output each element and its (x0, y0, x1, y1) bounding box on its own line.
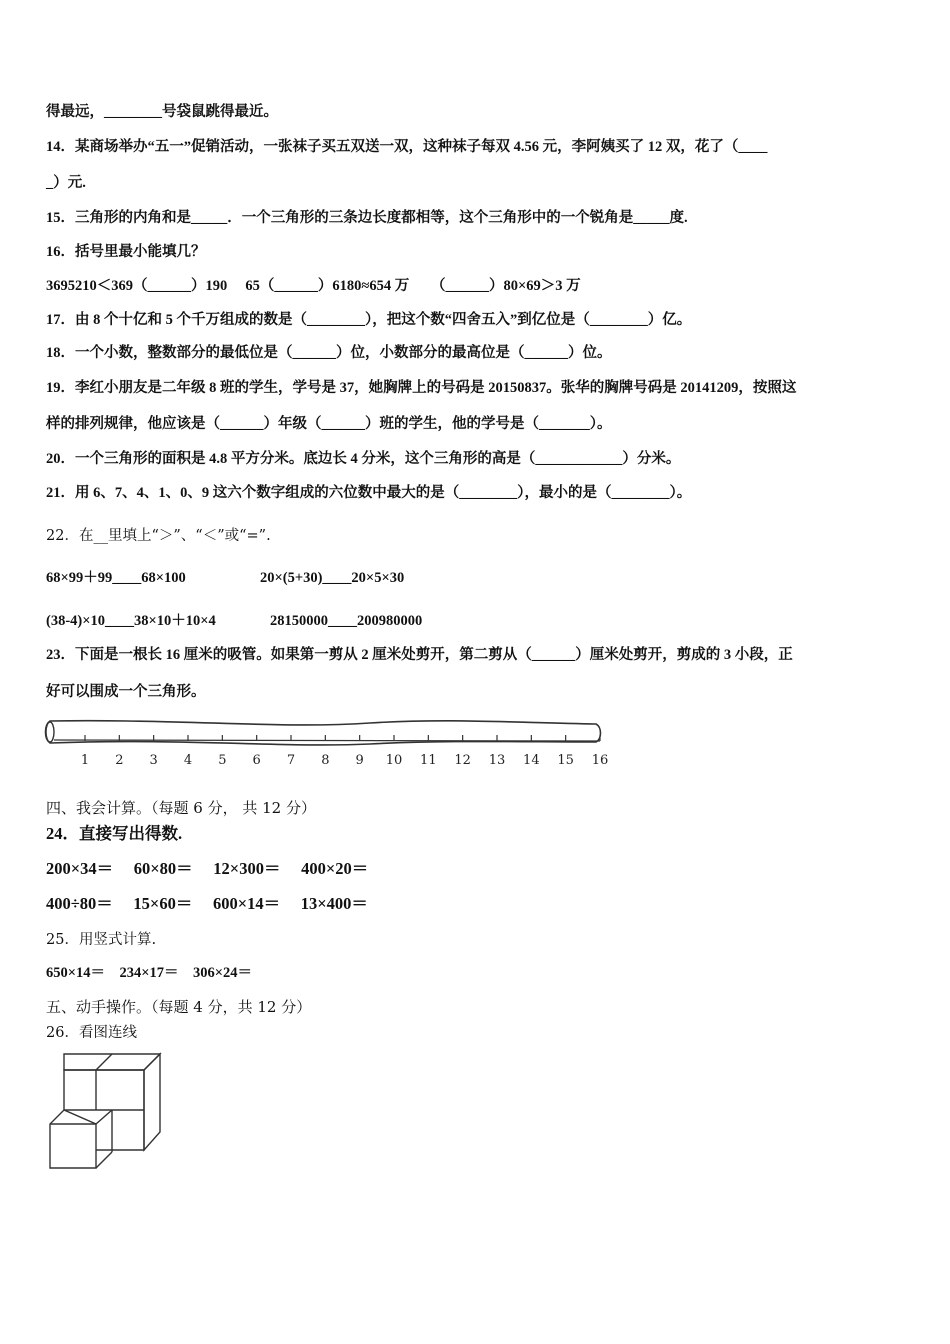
q26-title: 26．看图连线 (46, 1025, 137, 1041)
q15: 15．三角形的内角和是_____．一个三角形的三条边长度都相等，这个三角形中的一个锐角是_____度. (46, 210, 688, 226)
ruler-tick-label: 10 (385, 753, 403, 768)
q14-line1: 14．某商场举办“五一”促销活动，一张袜子买五双送一双，这种袜子每双 4.56 元，李阿姨买了 12 双，花了（____ (46, 139, 768, 155)
ruler-tick-label: 7 (286, 753, 296, 768)
straw-ruler-figure (40, 715, 620, 777)
q16-items: 3695210＜369（______）190 65（______）6180≈654 万 （______）80×69＞3 万 (46, 278, 581, 294)
q22-row1-b: 20×(5+30)____20×5×30 (260, 570, 405, 586)
ruler-tick-label: 11 (420, 753, 437, 768)
section-4-heading: 四、我会计算。（每题 6 分， 共 12 分） (46, 799, 316, 817)
q13-tail: 得最远，________号袋鼠跳得最近。 (46, 104, 278, 120)
q14-line2: _）元. (46, 175, 86, 191)
ruler-tick-label: 15 (557, 753, 574, 768)
straw-end-left (46, 722, 54, 742)
q22-row1-a: 68×99＋99____68×100 (46, 570, 186, 586)
q16-title: 16．括号里最小能填几？ (46, 244, 206, 260)
q24-row2: 400÷80＝ 15×60＝ 600×14＝ 13×400＝ (46, 894, 368, 913)
q24-title: 24．直接写出得数. (46, 824, 183, 843)
q19-line1: 19．李红小朋友是二年级 8 班的学生，学号是 37，她胸牌上的号码是 20150837。张华的胸牌号码是 20141209，按照这 (46, 380, 797, 396)
q23-line1: 23．下面是一根长 16 厘米的吸管。如果第一剪从 2 厘米处剪开，第二剪从（______）厘米处剪开，剪成的 3 小段，正 (46, 647, 793, 663)
q23-line2: 好可以围成一个三角形。 (46, 684, 206, 700)
ruler-tick-label: 3 (149, 753, 158, 768)
section-5-heading: 五、动手操作。（每题 4 分，共 12 分） (46, 998, 312, 1016)
q22-row2-a: (38-4)×10____38×10＋10×4 (46, 613, 216, 629)
q17: 17．由 8 个十亿和 5 个千万组成的数是（________），把这个数“四舍五入”到亿位是（________）亿。 (46, 312, 692, 328)
q24-row1: 200×34＝ 60×80＝ 12×300＝ 400×20＝ (46, 859, 369, 878)
ruler-tick-label: 13 (488, 753, 506, 768)
ruler-tick-label: 8 (321, 753, 330, 768)
cube-stack-figure (44, 1052, 164, 1174)
ruler-tick-label: 1 (80, 753, 90, 768)
ruler-tick-label: 14 (523, 753, 540, 768)
ruler-tick-label: 9 (355, 753, 364, 768)
ruler-tick-label: 4 (183, 753, 193, 768)
q25-title: 25．用竖式计算. (46, 932, 157, 948)
q21: 21．用 6、7、4、1、0、9 这六个数字组成的六位数中最大的是（________），最小的是（________）。 (46, 485, 692, 501)
q22-row2-b: 28150000____200980000 (270, 613, 423, 629)
q18: 18．一个小数，整数部分的最低位是（______）位，小数部分的最高位是（______）位。 (46, 345, 612, 361)
q20: 20．一个三角形的面积是 4.8 平方分米。底边长 4 分米，这个三角形的高是（____________）分米。 (46, 451, 681, 467)
ruler-tick-label: 2 (115, 753, 124, 768)
ruler-tick-label: 6 (252, 753, 261, 768)
ruler-tick-label: 12 (454, 753, 471, 768)
q19-line2: 样的排列规律，他应该是（______）年级（______）班的学生，他的学号是（_______）。 (46, 416, 612, 432)
q22-title: 22．在__里填上“＞”、“＜”或“=”. (46, 528, 271, 544)
ruler-tick-label: 5 (218, 753, 227, 768)
ruler-tick-label: 16 (591, 753, 609, 768)
q25-items: 650×14＝ 234×17＝ 306×24＝ (46, 965, 253, 981)
